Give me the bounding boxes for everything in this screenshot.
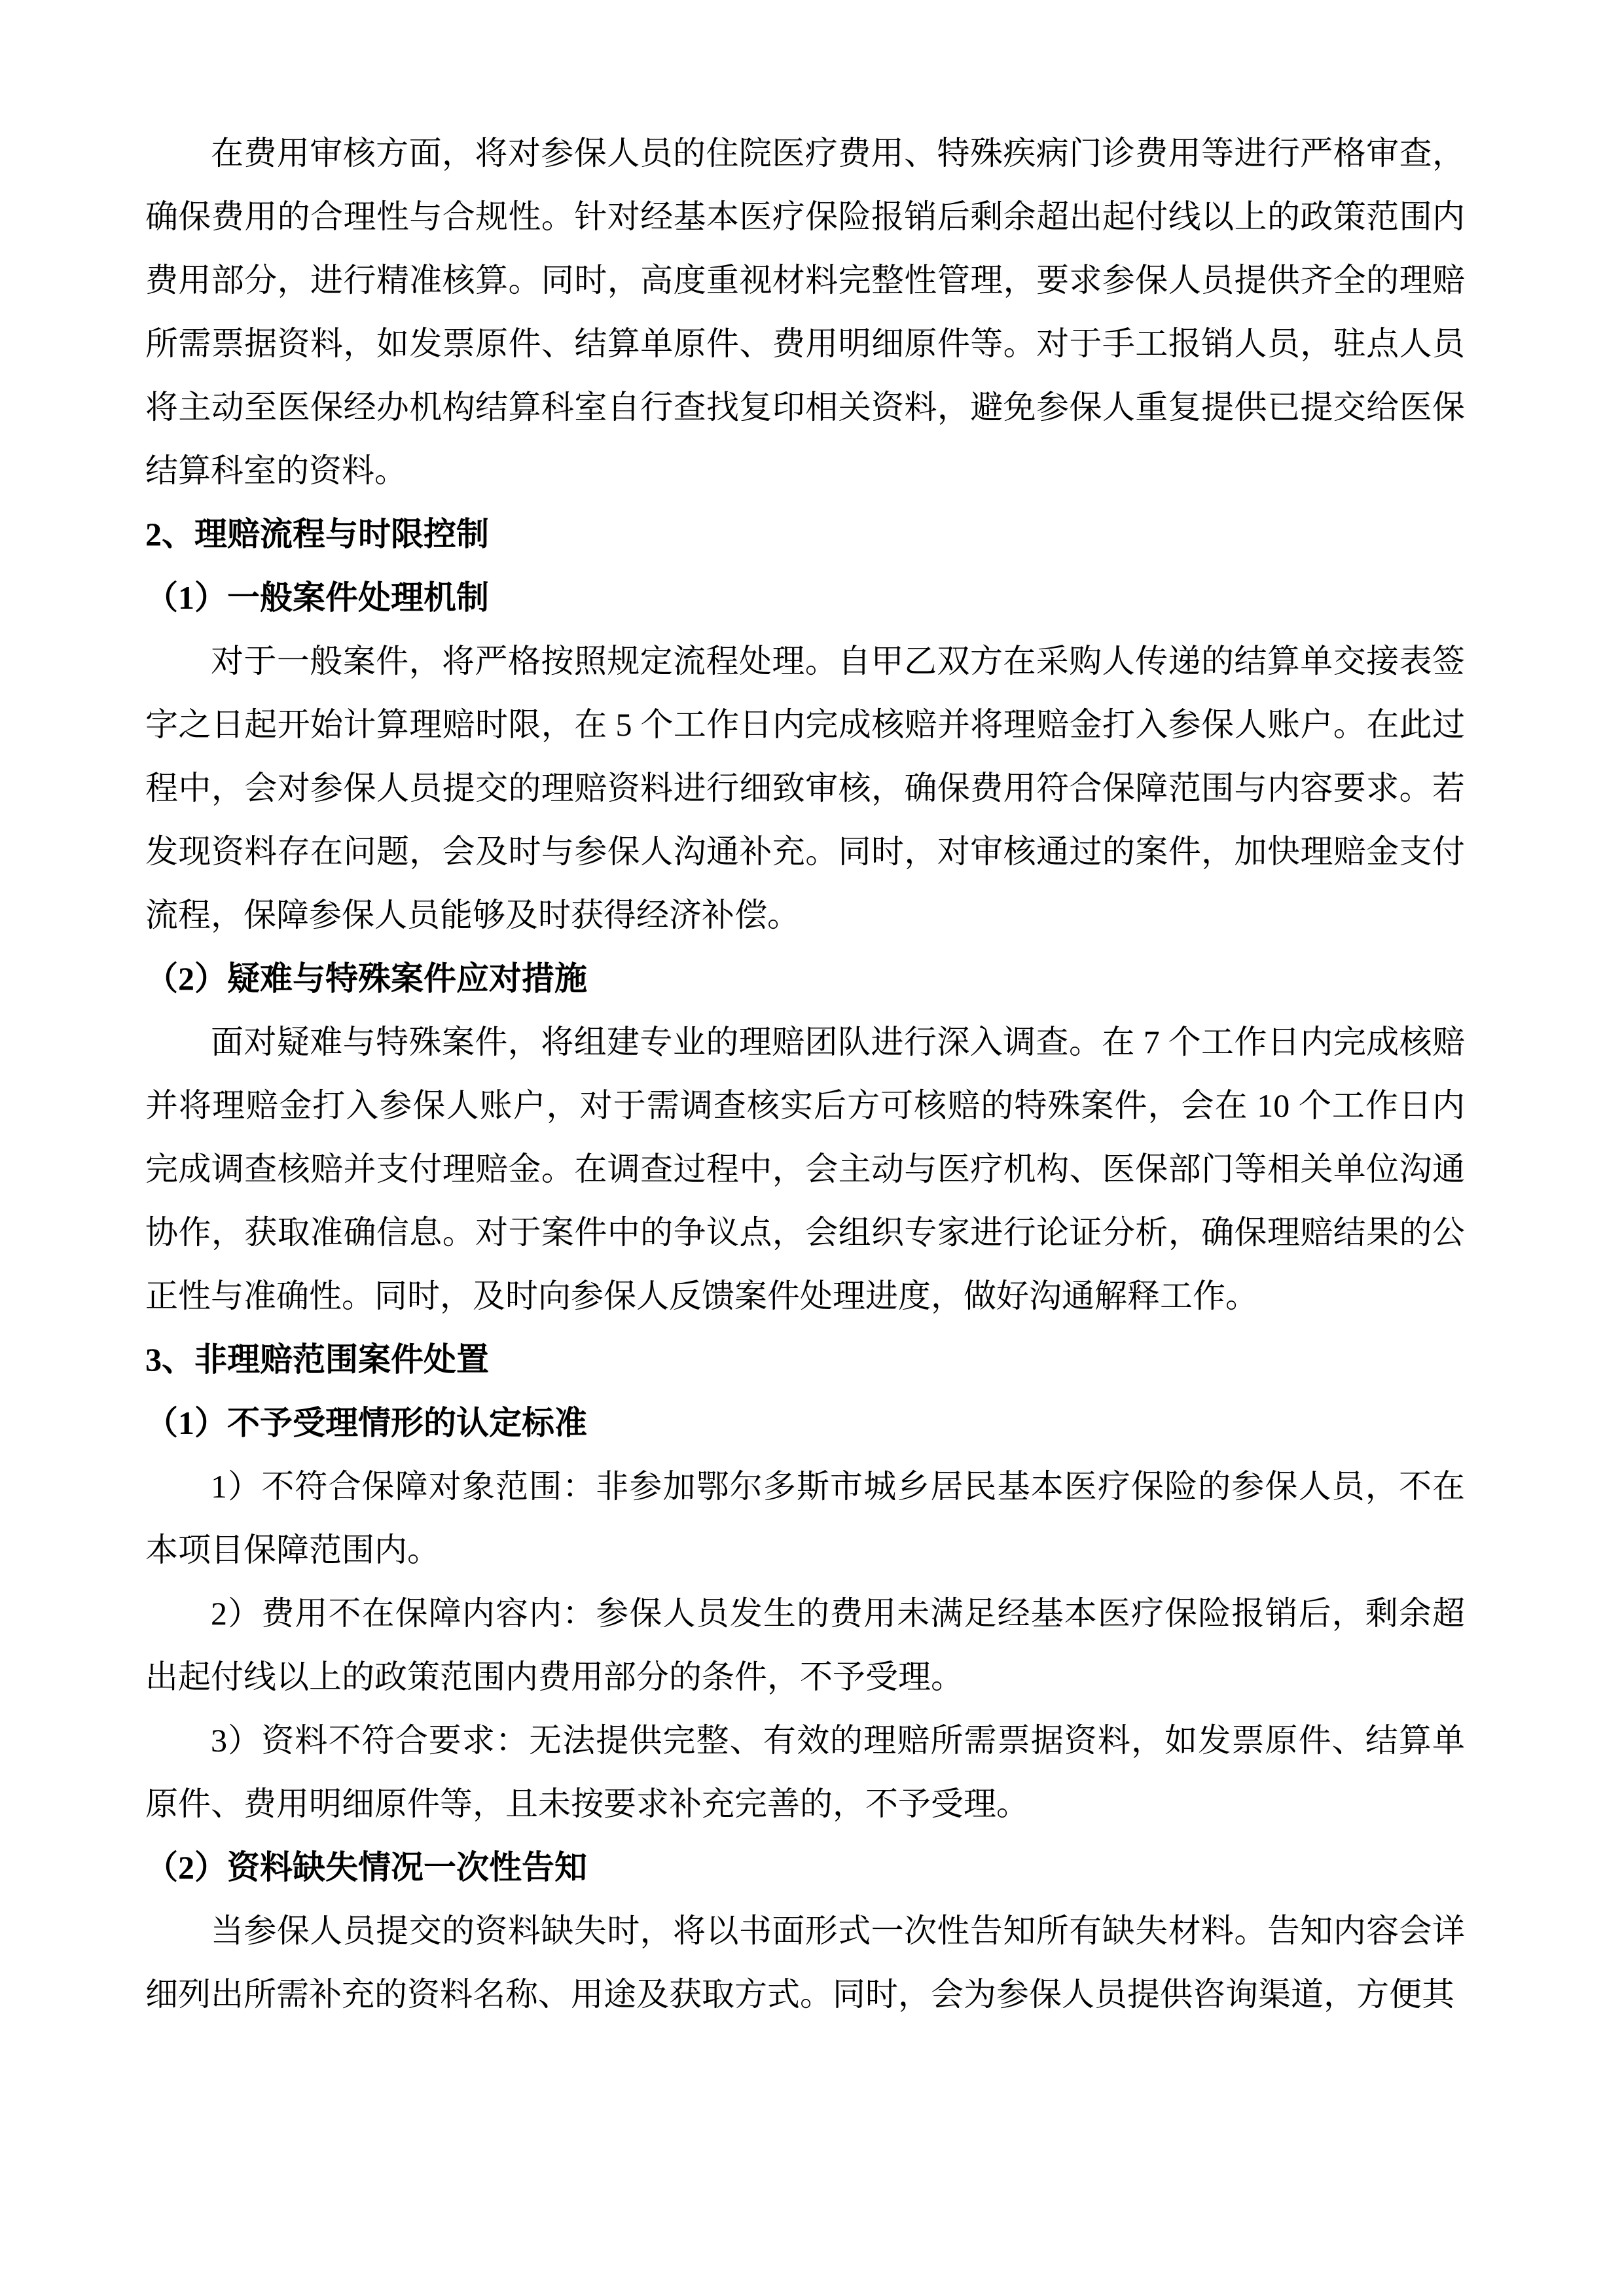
numbered-list-item: 2）费用不在保障内容内：参保人员发生的费用未满足经基本医疗保险报销后，剩余超出起付线以上的政策范围内费用部分的条件，不予受理。 bbox=[145, 1595, 1465, 1695]
body-paragraph: 面对疑难与特殊案件，将组建专业的理赔团队进行深入调查。在 7 个工作日内完成核赔并将理赔金打入参保人账户，对于需调查核实后方可核赔的特殊案件，会在 10 个工作日内完成调查核赔并支付理赔金。在调查过程中，会主动与医疗机构、医保部门等相关单位沟通协作，获取准确信息。对于案件中的争议点，会组织专家进行论证分析，确保理赔结果的公正性与准确性。同时，及时向参保人反馈案件处理进度，做好沟通解释工作。 bbox=[145, 1024, 1465, 1314]
numbered-section-heading: 2、理赔流程与时限控制 bbox=[145, 516, 489, 552]
paren-subsection-heading: （1）一般案件处理机制 bbox=[145, 579, 489, 616]
body-paragraph: 当参保人员提交的资料缺失时，将以书面形式一次性告知所有缺失材料。告知内容会详细列出所需补充的资料名称、用途及获取方式。同时，会为参保人员提供咨询渠道，方便其 bbox=[145, 1912, 1465, 2013]
numbered-list-item: 1）不符合保障对象范围：非参加鄂尔多斯市城乡居民基本医疗保险的参保人员，不在本项目保障范围内。 bbox=[145, 1468, 1465, 1568]
paren-subsection-heading: （2）疑难与特殊案件应对措施 bbox=[145, 960, 587, 997]
body-paragraph: 对于一般案件，将严格按照规定流程处理。自甲乙双方在采购人传递的结算单交接表签字之日起开始计算理赔时限，在 5 个工作日内完成核赔并将理赔金打入参保人账户。在此过程中，会对参保人员提交的理赔资料进行细致审核，确保费用符合保障范围与内容要求。若发现资料存在问题，会及时与参保人沟通补充。同时，对审核通过的案件，加快理赔金支付流程，保障参保人员能够及时获得经济补偿。 bbox=[145, 643, 1465, 933]
numbered-section-heading: 3、非理赔范围案件处置 bbox=[145, 1341, 489, 1378]
document-content bbox=[145, 122, 1465, 2026]
body-paragraph: 在费用审核方面，将对参保人员的住院医疗费用、特殊疾病门诊费用等进行严格审查，确保费用的合理性与合规性。针对经基本医疗保险报销后剩余超出起付线以上的政策范围内费用部分，进行精准核算。同时，高度重视材料完整性管理，要求参保人员提供齐全的理赔所需票据资料，如发票原件、结算单原件、费用明细原件等。对于手工报销人员，驻点人员将主动至医保经办机构结算科室自行查找复印相关资料，避免参保人重复提供已提交给医保结算科室的资料。 bbox=[145, 135, 1465, 489]
numbered-list-item: 3）资料不符合要求：无法提供完整、有效的理赔所需票据资料，如发票原件、结算单原件、费用明细原件等，且未按要求补充完善的，不予受理。 bbox=[145, 1722, 1465, 1822]
paren-subsection-heading: （1）不予受理情形的认定标准 bbox=[145, 1405, 587, 1441]
paren-subsection-heading: （2）资料缺失情况一次性告知 bbox=[145, 1849, 587, 1886]
